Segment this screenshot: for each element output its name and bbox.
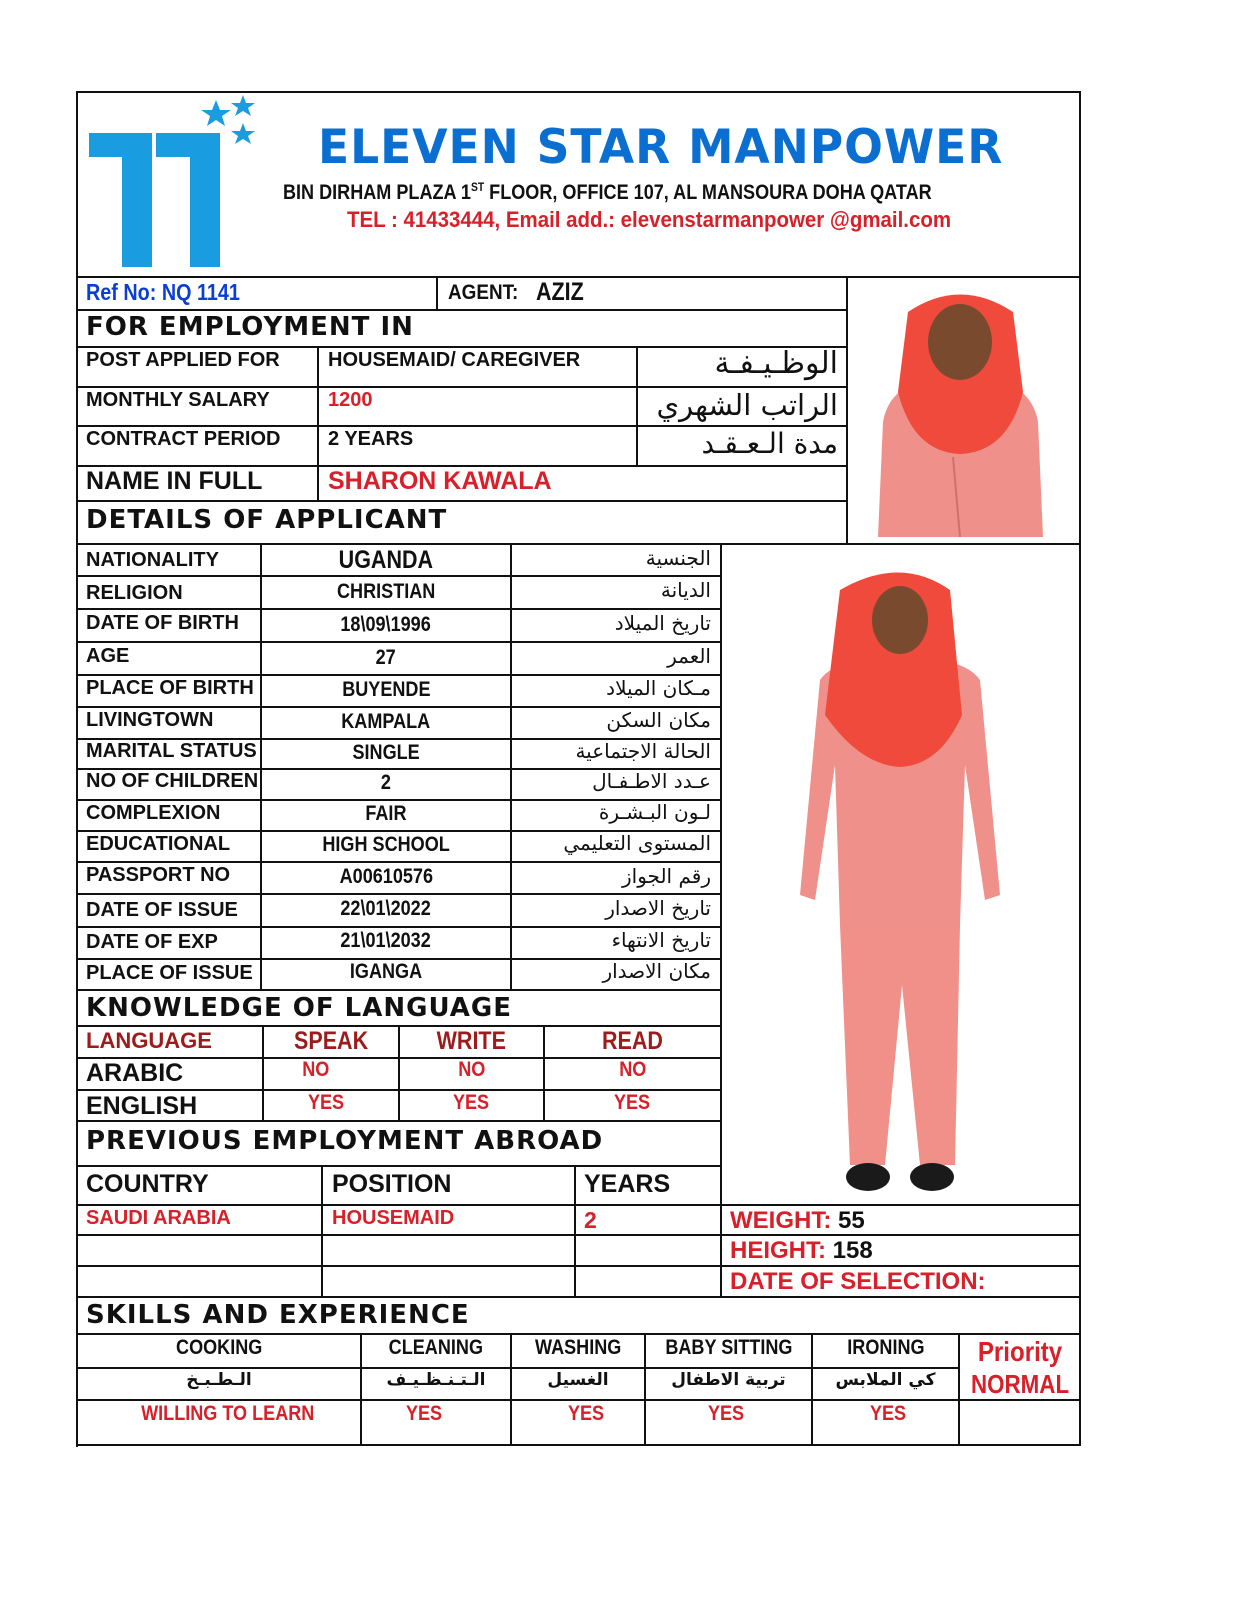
skill-ironing: IRONING [846, 1336, 925, 1359]
lang-header-speak: SPEAK [293, 1027, 369, 1055]
skill-babysitting: BABY SITTING [664, 1336, 793, 1359]
skill-washing: WASHING [534, 1336, 622, 1359]
section-title-language: KNOWLEDGE OF LANGUAGE [86, 993, 512, 1023]
skill-cooking: COOKING [175, 1336, 263, 1359]
ref-number [86, 279, 265, 307]
weight-value: 55 [838, 1207, 865, 1234]
post-label: POST APPLIED FOR [86, 349, 280, 371]
english-read: YES [614, 1091, 651, 1114]
company-name-wrap [318, 120, 1038, 180]
prev-years: 2 [584, 1207, 597, 1233]
exp-date-arabic: تاريخ الانتهاء [611, 928, 711, 952]
contact [347, 207, 1047, 237]
agent-value: AZIZ [536, 278, 584, 306]
height-label: HEIGHT: [730, 1237, 826, 1264]
name-value-wrap [328, 467, 552, 496]
priority-value: NORMAL [970, 1369, 1070, 1399]
religion-label: RELIGION [86, 582, 183, 604]
english-write: YES [453, 1091, 490, 1114]
employment-row-label [86, 389, 270, 412]
agent-label: AGENT: [448, 281, 519, 304]
applicant-photo-small [858, 282, 1063, 537]
skill-babysitting-arabic: تربية الاطفال [671, 1370, 786, 1390]
name-value: SHARON KAWALA [328, 467, 552, 495]
star-icon [231, 123, 255, 144]
marital-value: SINGLE [352, 741, 420, 764]
prev-country: SAUDI ARABIA [86, 1207, 231, 1229]
section-title-employment: FOR EMPLOYMENT IN [86, 312, 414, 342]
skill-cooking-value: WILLING TO LEARN [141, 1402, 315, 1425]
issue-place-value: IGANGA [349, 960, 423, 983]
logo [86, 95, 266, 275]
prev-header-country: COUNTRY [86, 1170, 209, 1198]
skill-cleaning-arabic: الـتـنـظـيـف [386, 1370, 486, 1390]
section-title-skills: SKILLS AND EXPERIENCE [86, 1300, 470, 1330]
height-value: 158 [832, 1237, 873, 1264]
marital-label: MARITAL STATUS [86, 740, 257, 762]
salary-arabic: الراتب الشهري [656, 388, 838, 422]
employment-row-value [328, 428, 413, 451]
passport-label: PASSPORT NO [86, 864, 231, 886]
address-sup: ST [470, 180, 485, 194]
selection-label: DATE OF SELECTION: [730, 1268, 986, 1295]
issue-date-value: 22\01\2022 [340, 897, 432, 920]
company-name: ELEVEN STAR MANPOWER [318, 120, 1004, 175]
pob-arabic: مـكان الميلاد [606, 676, 711, 700]
salary-label: MONTHLY SALARY [86, 389, 270, 411]
skill-washing-arabic: الغسيل [547, 1370, 609, 1390]
exp-date-value: 21\01\2032 [340, 929, 432, 952]
agent-value-wrap [536, 278, 592, 308]
prev-position: HOUSEMAID [332, 1207, 455, 1229]
complexion-label: COMPLEXION [86, 802, 221, 824]
prev-header-years: YEARS [584, 1170, 671, 1198]
religion-arabic: الديانة [660, 578, 711, 602]
address [283, 180, 983, 208]
nationality-arabic: الجنسية [645, 546, 711, 570]
children-arabic: عـدد الاطـفـال [592, 769, 711, 793]
dob-value: 18\09\1996 [340, 613, 432, 636]
age-arabic: العمر [667, 644, 711, 668]
arabic-read: NO [618, 1058, 647, 1081]
age-label: AGE [86, 645, 130, 667]
dob-label: DATE OF BIRTH [86, 612, 239, 634]
name-label-wrap [86, 467, 262, 496]
contract-arabic: مدة الـعـقـد [701, 427, 838, 460]
lang-english-label: ENGLISH [86, 1092, 198, 1120]
skill-cleaning-value: YES [406, 1402, 443, 1425]
english-speak: YES [307, 1091, 345, 1114]
skill-ironing-arabic: كي الملابس [835, 1370, 936, 1390]
skill-washing-value: YES [567, 1402, 605, 1425]
contract-value: 2 YEARS [328, 428, 414, 450]
issue-place-arabic: مكان الاصدار [602, 959, 711, 983]
skill-cleaning: CLEANING [388, 1336, 484, 1359]
star-icon [201, 100, 231, 126]
arabic-write: NO [457, 1058, 486, 1081]
arabic-speak: NO [302, 1058, 330, 1081]
section-title-details: DETAILS OF APPLICANT [86, 505, 448, 535]
children-label: NO OF CHILDREN [86, 770, 259, 792]
contact-text: TEL : 41433444, Email add.: elevenstarmanpower @gmail.com [347, 207, 952, 232]
lang-header-write: WRITE [436, 1027, 507, 1055]
children-value: 2 [380, 771, 392, 794]
complexion-value: FAIR [365, 802, 407, 825]
pob-label: PLACE OF BIRTH [86, 677, 254, 699]
employment-row-label [86, 428, 280, 451]
contract-label: CONTRACT PERIOD [86, 428, 281, 450]
employment-row-value [328, 389, 373, 412]
employment-row-value [328, 349, 580, 372]
star-icon [231, 95, 255, 116]
education-arabic: المستوى التعليمي [563, 831, 711, 855]
marital-arabic: الحالة الاجتماعية [575, 739, 711, 763]
skill-cooking-arabic: الـطـبـخ [186, 1370, 252, 1390]
skill-ironing-value: YES [869, 1402, 907, 1425]
name-label: NAME IN FULL [86, 467, 263, 495]
address-part: BIN DIRHAM PLAZA 1 [283, 181, 471, 204]
address-part: FLOOR, OFFICE 107, AL MANSOURA DOHA QATAR [484, 181, 932, 204]
education-value: HIGH SCHOOL [322, 833, 450, 856]
employment-row-label [86, 349, 280, 372]
dob-arabic: تاريخ الميلاد [614, 611, 711, 635]
nationality-label: NATIONALITY [86, 549, 219, 571]
applicant-photo-full [790, 565, 1010, 1200]
livingtown-label: LIVINGTOWN [86, 709, 214, 731]
skill-babysitting-value: YES [707, 1402, 745, 1425]
weight-label: WEIGHT: [730, 1207, 832, 1234]
exp-date-label: DATE OF EXP [86, 931, 218, 953]
education-label: EDUCATIONAL [86, 833, 231, 855]
age-value: 27 [375, 646, 397, 669]
post-value: HOUSEMAID/ CAREGIVER [328, 349, 581, 371]
issue-date-label: DATE OF ISSUE [86, 899, 238, 921]
agent [448, 281, 526, 309]
nationality-value: UGANDA [338, 546, 434, 574]
prev-header-position: POSITION [332, 1170, 452, 1198]
ref-label: Ref No: NQ 1141 [86, 279, 240, 305]
salary-value: 1200 [328, 389, 373, 411]
passport-arabic: رقم الجواز [622, 864, 711, 888]
complexion-arabic: لـون البـشـرة [598, 800, 711, 824]
issue-date-arabic: تاريخ الاصدار [605, 896, 711, 920]
passport-value: A00610576 [339, 865, 433, 888]
logo-graphic [86, 95, 266, 275]
lang-header-read: READ [602, 1027, 663, 1055]
livingtown-arabic: مكان السكن [606, 708, 711, 732]
lang-arabic-label: ARABIC [86, 1059, 184, 1087]
livingtown-value: KAMPALA [341, 710, 431, 733]
religion-value: CHRISTIAN [336, 580, 436, 603]
priority-label: Priority [977, 1336, 1063, 1367]
section-title-previous: PREVIOUS EMPLOYMENT ABROAD [86, 1126, 604, 1156]
lang-header-language: LANGUAGE [86, 1028, 212, 1053]
post-arabic: الوظـيـفـة [714, 346, 838, 381]
pob-value: BUYENDE [341, 678, 431, 701]
issue-place-label: PLACE OF ISSUE [86, 962, 253, 984]
